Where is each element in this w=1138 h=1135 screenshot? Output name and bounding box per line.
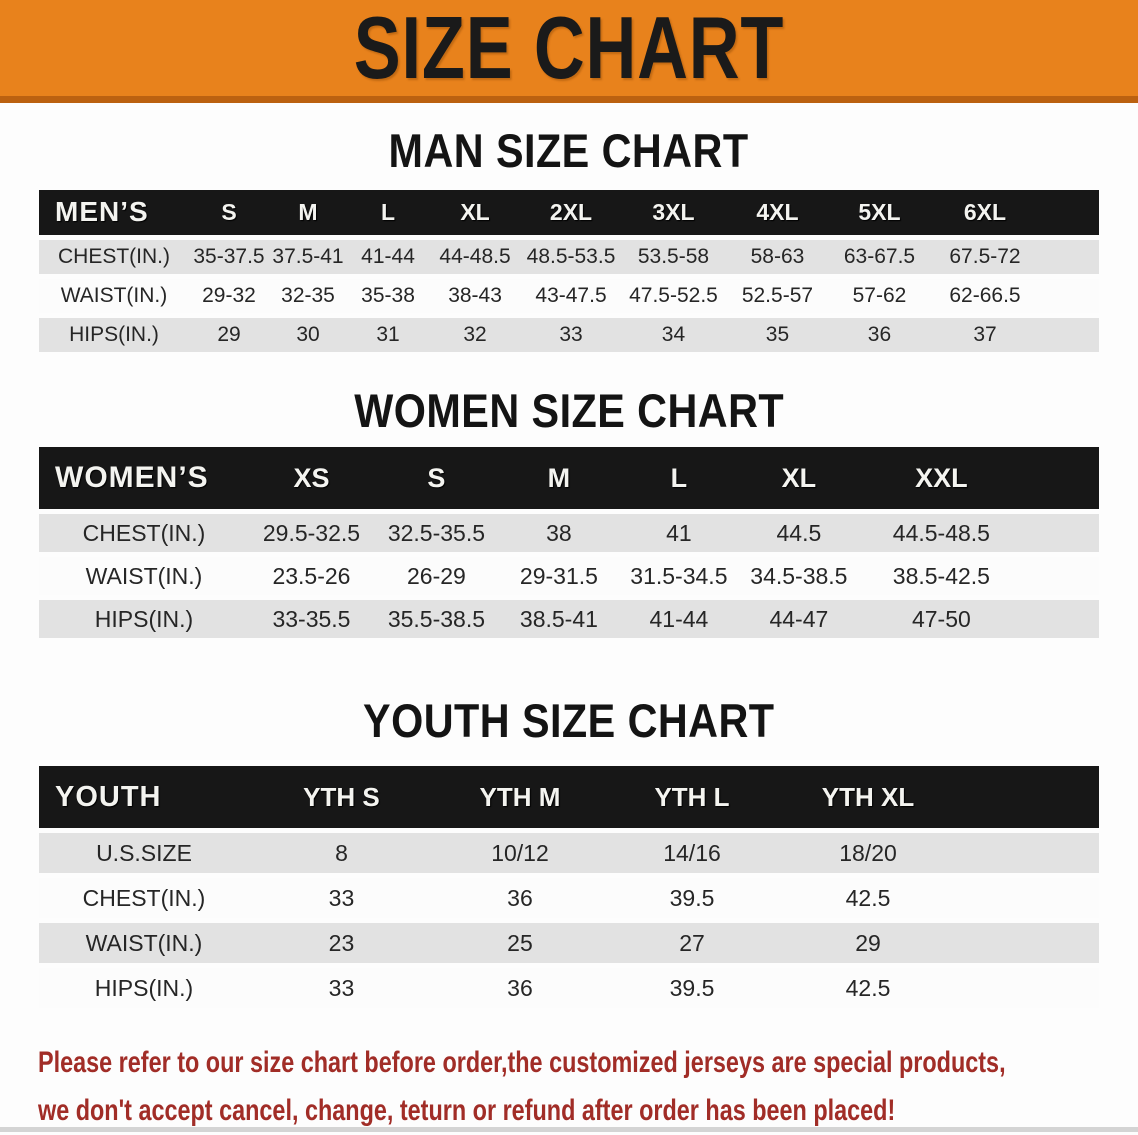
measurement-value: 39.5 <box>606 878 778 918</box>
measurement-value: 38.5-41 <box>499 600 619 638</box>
size-column-header: YTH S <box>249 766 434 828</box>
size-column-header: L <box>619 447 739 509</box>
measurement-value: 33 <box>521 318 621 352</box>
men-section-heading <box>0 125 1138 177</box>
disclaimer-line-2: we don't accept cancel, change, teturn or refund after order has been placed! <box>38 1094 896 1128</box>
measurement-value: 29.5-32.5 <box>249 514 374 552</box>
size-column-header: YTH L <box>606 766 778 828</box>
measurement-label: WAIST(IN.) <box>39 557 249 595</box>
measurement-value: 47.5-52.5 <box>621 279 726 313</box>
measurement-value: 52.5-57 <box>726 279 829 313</box>
measurement-value: 37.5-41 <box>269 240 347 274</box>
measurement-value: 35-38 <box>347 279 429 313</box>
measurement-value: 47-50 <box>859 600 1024 638</box>
measurement-value: 10/12 <box>434 833 606 873</box>
size-column-header: 6XL <box>930 190 1040 235</box>
measurement-value: 34.5-38.5 <box>739 557 859 595</box>
measurement-value: 14/16 <box>606 833 778 873</box>
measurement-label: WAIST(IN.) <box>39 923 249 963</box>
measurement-value: 38-43 <box>429 279 521 313</box>
filler-cell <box>1040 240 1099 274</box>
measurement-value: 43-47.5 <box>521 279 621 313</box>
filler-cell <box>1024 557 1099 595</box>
filler-cell <box>958 968 1099 1008</box>
filler-cell <box>1024 514 1099 552</box>
filler-cell <box>958 923 1099 963</box>
measurement-value: 33 <box>249 878 434 918</box>
measurement-value: 8 <box>249 833 434 873</box>
measurement-value: 33-35.5 <box>249 600 374 638</box>
size-column-header: XXL <box>859 447 1024 509</box>
disclaimer-line-1: Please refer to our size chart before order,the customized jerseys are special products, <box>38 1046 1006 1080</box>
youth-size-table <box>39 761 1099 1013</box>
measurement-value: 58-63 <box>726 240 829 274</box>
youth-section <box>0 695 1138 1013</box>
filler-cell <box>1040 318 1099 352</box>
banner <box>0 0 1138 103</box>
table-corner-label: MEN’S <box>39 190 189 235</box>
measurement-row <box>39 878 1099 918</box>
measurement-value: 39.5 <box>606 968 778 1008</box>
measurement-value: 25 <box>434 923 606 963</box>
measurement-label: HIPS(IN.) <box>39 318 189 352</box>
measurement-row <box>39 318 1099 352</box>
filler-cell <box>958 766 1099 828</box>
measurement-value: 29-31.5 <box>499 557 619 595</box>
men-size-table <box>39 185 1099 357</box>
measurement-value: 33 <box>249 968 434 1008</box>
measurement-value: 67.5-72 <box>930 240 1040 274</box>
measurement-value: 63-67.5 <box>829 240 930 274</box>
measurement-value: 36 <box>434 878 606 918</box>
measurement-value: 23.5-26 <box>249 557 374 595</box>
measurement-value: 29 <box>189 318 269 352</box>
measurement-value: 42.5 <box>778 968 958 1008</box>
measurement-value: 36 <box>434 968 606 1008</box>
size-column-header: L <box>347 190 429 235</box>
measurement-value: 57-62 <box>829 279 930 313</box>
size-column-header: YTH XL <box>778 766 958 828</box>
measurement-row <box>39 279 1099 313</box>
banner-title: SIZE CHART <box>353 0 785 97</box>
size-column-header: XL <box>429 190 521 235</box>
measurement-value: 27 <box>606 923 778 963</box>
measurement-value: 32 <box>429 318 521 352</box>
measurement-value: 41 <box>619 514 739 552</box>
measurement-label: CHEST(IN.) <box>39 240 189 274</box>
measurement-row <box>39 514 1099 552</box>
men-section-heading-text: MAN SIZE CHART <box>388 124 750 177</box>
size-column-header: XS <box>249 447 374 509</box>
footer <box>0 1039 1138 1135</box>
measurement-value: 62-66.5 <box>930 279 1040 313</box>
measurement-value: 44.5-48.5 <box>859 514 1024 552</box>
measurement-value: 23 <box>249 923 434 963</box>
measurement-row <box>39 557 1099 595</box>
women-section <box>0 385 1138 644</box>
youth-section-heading-text: YOUTH SIZE CHART <box>363 694 775 748</box>
measurement-row <box>39 923 1099 963</box>
filler-cell <box>1024 447 1099 509</box>
measurement-label: WAIST(IN.) <box>39 279 189 313</box>
measurement-value: 29-32 <box>189 279 269 313</box>
men-table-header-row <box>39 190 1099 235</box>
size-column-header: YTH M <box>434 766 606 828</box>
size-column-header: S <box>189 190 269 235</box>
women-table-header-row <box>39 447 1099 509</box>
measurement-row <box>39 968 1099 1008</box>
measurement-value: 32.5-35.5 <box>374 514 499 552</box>
measurement-value: 36 <box>829 318 930 352</box>
measurement-value: 35-37.5 <box>189 240 269 274</box>
youth-section-heading <box>0 695 1138 747</box>
size-column-header: 4XL <box>726 190 829 235</box>
measurement-label: HIPS(IN.) <box>39 968 249 1008</box>
measurement-label: CHEST(IN.) <box>39 514 249 552</box>
measurement-label: HIPS(IN.) <box>39 600 249 638</box>
table-corner-label: YOUTH <box>39 766 249 828</box>
measurement-value: 53.5-58 <box>621 240 726 274</box>
youth-table-header-row <box>39 766 1099 828</box>
measurement-value: 30 <box>269 318 347 352</box>
measurement-value: 26-29 <box>374 557 499 595</box>
measurement-value: 38 <box>499 514 619 552</box>
measurement-value: 18/20 <box>778 833 958 873</box>
filler-cell <box>958 833 1099 873</box>
filler-cell <box>1024 600 1099 638</box>
measurement-value: 35.5-38.5 <box>374 600 499 638</box>
filler-cell <box>1040 279 1099 313</box>
size-column-header: 5XL <box>829 190 930 235</box>
disclaimer <box>38 1039 1138 1135</box>
measurement-value: 41-44 <box>619 600 739 638</box>
size-column-header: M <box>269 190 347 235</box>
measurement-row <box>39 600 1099 638</box>
measurement-value: 29 <box>778 923 958 963</box>
size-column-header: S <box>374 447 499 509</box>
filler-cell <box>1040 190 1099 235</box>
size-column-header: XL <box>739 447 859 509</box>
measurement-value: 44-48.5 <box>429 240 521 274</box>
size-column-header: M <box>499 447 619 509</box>
bottom-gray-bar <box>0 1127 1138 1132</box>
women-size-table <box>39 442 1099 643</box>
measurement-label: CHEST(IN.) <box>39 878 249 918</box>
measurement-value: 44.5 <box>739 514 859 552</box>
measurement-value: 44-47 <box>739 600 859 638</box>
measurement-value: 32-35 <box>269 279 347 313</box>
measurement-value: 34 <box>621 318 726 352</box>
measurement-value: 31 <box>347 318 429 352</box>
measurement-value: 41-44 <box>347 240 429 274</box>
size-column-header: 3XL <box>621 190 726 235</box>
measurement-row <box>39 833 1099 873</box>
measurement-label: U.S.SIZE <box>39 833 249 873</box>
measurement-value: 37 <box>930 318 1040 352</box>
measurement-value: 35 <box>726 318 829 352</box>
measurement-row <box>39 240 1099 274</box>
measurement-value: 31.5-34.5 <box>619 557 739 595</box>
filler-cell <box>958 878 1099 918</box>
measurement-value: 38.5-42.5 <box>859 557 1024 595</box>
table-corner-label: WOMEN’S <box>39 447 249 509</box>
measurement-value: 48.5-53.5 <box>521 240 621 274</box>
measurement-value: 42.5 <box>778 878 958 918</box>
women-section-heading-text: WOMEN SIZE CHART <box>354 383 784 437</box>
women-section-heading <box>0 385 1138 437</box>
men-section <box>0 125 1138 357</box>
size-column-header: 2XL <box>521 190 621 235</box>
